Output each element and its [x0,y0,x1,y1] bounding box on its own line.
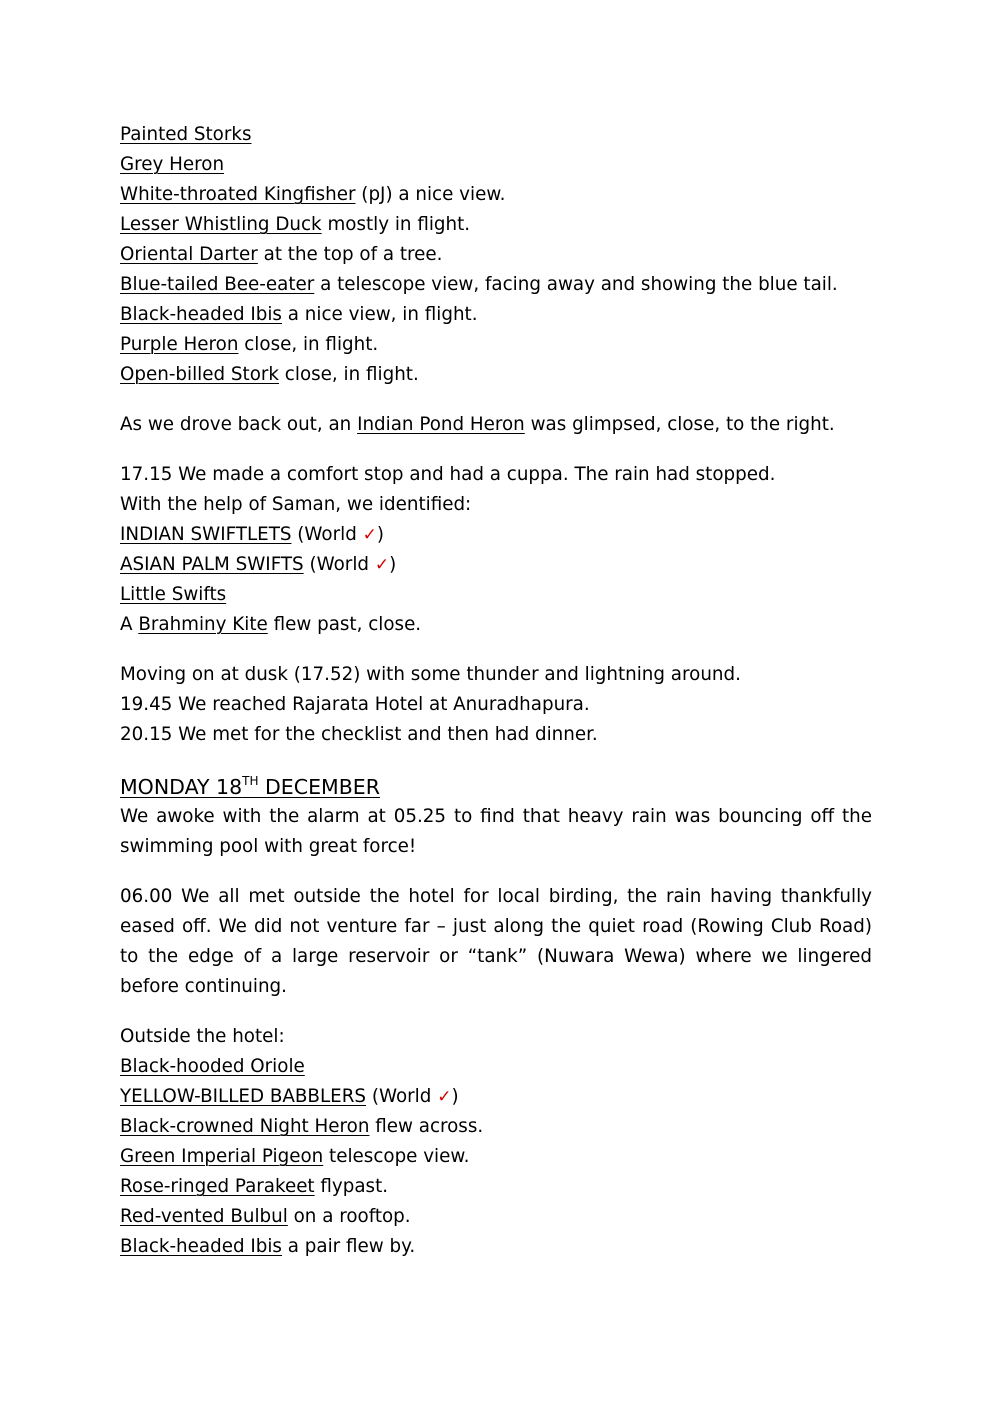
species-list-hotel [120,1022,872,1262]
evening-line: 19.45 We reached Rajarata Hotel at Anuradhapura. [120,694,590,715]
list-intro: Outside the hotel: [120,1026,285,1047]
species-note: at the top of a tree. [257,244,443,265]
species-name: Black-crowned Night Heron [120,1116,370,1137]
evening-section [120,660,872,750]
list-item [120,150,872,180]
comfort-stop-section [120,460,872,640]
species-name: Oriental Darter [120,244,258,265]
species-name: Black-headed Ibis [120,1236,282,1257]
list-item: ASIAN PALM SWIFTS (World ✓) [120,554,397,575]
species-name: ASIAN PALM SWIFTS [120,554,304,575]
species-name: Black-headed Ibis [120,304,282,325]
check-mark-icon: ✓ [374,555,390,575]
list-item: YELLOW-BILLED BABBLERS (World ✓) [120,1086,459,1107]
list-item [120,120,872,150]
list-item [120,330,872,360]
species-name: Rose-ringed Parakeet [120,1176,315,1197]
list-item: INDIAN SWIFTLETS (World ✓) [120,524,385,545]
list-item [120,1052,872,1082]
list-item: A Brahminy Kite flew past, close. [120,614,422,635]
list-item: Black-crowned Night Heron flew across. [120,1116,484,1137]
list-item: Rose-ringed Parakeet flypast. [120,1176,389,1197]
species-name: Brahminy Kite [138,614,268,635]
species-name: White-throated Kingfisher [120,184,356,205]
species-list-wetland [120,120,872,390]
document-page [120,120,872,1262]
check-mark-icon: ✓ [362,525,377,545]
list-item [120,240,872,270]
species-note: mostly in flight. [321,214,471,235]
species-name: INDIAN SWIFTLETS [120,524,292,545]
list-item [120,360,872,390]
species-note: a telescope view, facing away and showing the blue tail. [314,274,838,295]
species-name: YELLOW-BILLED BABBLERS [120,1086,367,1107]
species-name: Purple Heron [120,334,239,355]
species-name: Blue-tailed Bee-eater [120,274,315,295]
evening-line: Moving on at dusk (17.52) with some thunder and lightning around. [120,664,741,685]
list-item [120,580,872,610]
list-item: Black-headed Ibis a pair flew by. [120,1236,416,1257]
species-name: Indian Pond Heron [357,414,525,435]
check-mark-icon: ✓ [437,1087,452,1107]
species-name: Painted Storks [120,124,252,145]
species-name: Green Imperial Pigeon [120,1146,324,1167]
drove-back-paragraph: As we drove back out, an Indian Pond Heron was glimpsed, close, to the right. [120,414,835,435]
species-note: (pJ) a nice view. [355,184,506,205]
list-item: Red-vented Bulbul on a rooftop. [120,1206,411,1227]
awoke-paragraph: We awoke with the alarm at 05.25 to find that heavy rain was bouncing off the swimming pool with great force! [120,806,872,857]
species-name: Open-billed Stork [120,364,279,385]
species-name: Lesser Whistling Duck [120,214,322,235]
species-note: close, in flight. [279,364,419,385]
comfort-stop-line: 17.15 We made a comfort stop and had a cuppa. The rain had stopped. [120,464,776,485]
evening-line: 20.15 We met for the checklist and then had dinner. [120,724,598,745]
met-outside-paragraph: 06.00 We all met outside the hotel for local birding, the rain having thankfully eased off. We did not venture far – just along the quiet road (Rowing Club Road) to the edge of a large reservoir or “tank” (Nuwara Wewa) where we lingered before continuing. [120,886,872,997]
species-name: Grey Heron [120,154,225,175]
day-heading: MONDAY 18TH DECEMBER [120,774,380,799]
species-name: Little Swifts [120,584,227,605]
species-name: Black-hooded Oriole [120,1056,305,1077]
list-item [120,180,872,210]
list-item [120,210,872,240]
species-note: a nice view, in flight. [281,304,478,325]
list-item [120,270,872,300]
species-name: Red-vented Bulbul [120,1206,288,1227]
species-note: close, in flight. [238,334,379,355]
identified-line: With the help of Saman, we identified: [120,494,472,515]
list-item [120,300,872,330]
list-item: Green Imperial Pigeon telescope view. [120,1146,470,1167]
